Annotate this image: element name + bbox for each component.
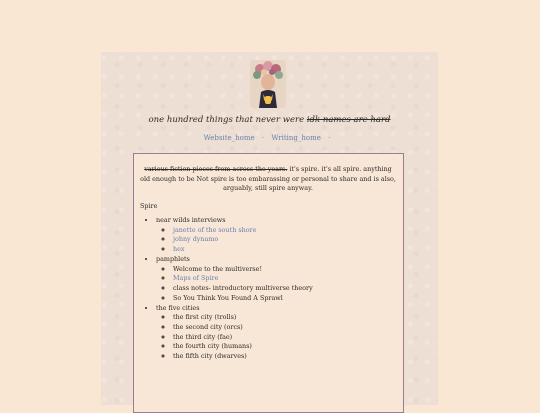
list-item	[173, 342, 396, 352]
item-welcome-to-the-multiverse: Welcome to the multiverse!	[173, 264, 263, 273]
avatar	[250, 60, 286, 108]
section-list	[140, 216, 396, 362]
site-title-main: one hundred things that never were	[148, 115, 305, 125]
list-item	[173, 284, 396, 294]
list-item	[173, 294, 396, 304]
item-third-city: the third city (fae)	[173, 332, 233, 341]
item-so-you-think-you-found-a-sprawl: So You Think You Found A Sprawl	[173, 293, 283, 302]
sublist	[156, 265, 396, 304]
link-hex[interactable]: hex	[173, 245, 185, 254]
site-title	[101, 115, 438, 125]
list-item	[173, 323, 396, 333]
item-class-notes: class notes- introductory multiverse theory	[173, 284, 313, 293]
list-item	[173, 274, 396, 284]
intro-text: it's spire. it's all spire. anything old enough to be Not spire is too embarassing or personal to share and is also, arguably, still spire anyway.	[140, 165, 396, 193]
sublist	[156, 226, 396, 255]
sublist	[156, 313, 396, 362]
group-label-pamphlets: pamphlets	[156, 254, 190, 263]
list-item	[173, 226, 396, 236]
list-item	[173, 245, 396, 255]
list-item	[173, 352, 396, 362]
nav-link-website-home[interactable]: Website_home	[203, 134, 255, 142]
intro-paragraph	[140, 165, 396, 194]
nav-link-writing-home[interactable]: Writing_home	[271, 134, 321, 142]
group-label-the-five-cities: the five cities	[156, 303, 200, 312]
list-group	[156, 255, 396, 304]
content-box	[133, 153, 404, 413]
list-group	[156, 304, 396, 362]
list-item	[173, 313, 396, 323]
item-second-city: the second city (orcs)	[173, 323, 243, 332]
list-item	[173, 265, 396, 275]
nav-separator: ·	[328, 134, 331, 142]
section-label: Spire	[140, 202, 158, 211]
group-label-near-wilds-interviews: near wilds interviews	[156, 215, 226, 224]
link-maps-of-spire[interactable]: Maps of Spire	[173, 274, 219, 283]
link-johny-dynamo[interactable]: johny dynamo	[173, 235, 219, 244]
item-fourth-city: the fourth city (humans)	[173, 342, 252, 351]
list-group	[156, 216, 396, 255]
list-item	[173, 235, 396, 245]
item-first-city: the first city (trolls)	[173, 313, 237, 322]
nav-bar	[101, 134, 438, 142]
intro-struck-text: various fiction pieces from across the years.	[144, 165, 288, 173]
flower-crowned-figure-icon	[250, 60, 286, 108]
list-item	[173, 333, 396, 343]
site-title-struck: idk names are hard	[306, 115, 391, 125]
item-fifth-city: the fifth city (dwarves)	[173, 352, 247, 361]
nav-separator: ·	[261, 134, 265, 142]
link-janette-of-the-south-shore[interactable]: janette of the south shore	[173, 225, 257, 234]
